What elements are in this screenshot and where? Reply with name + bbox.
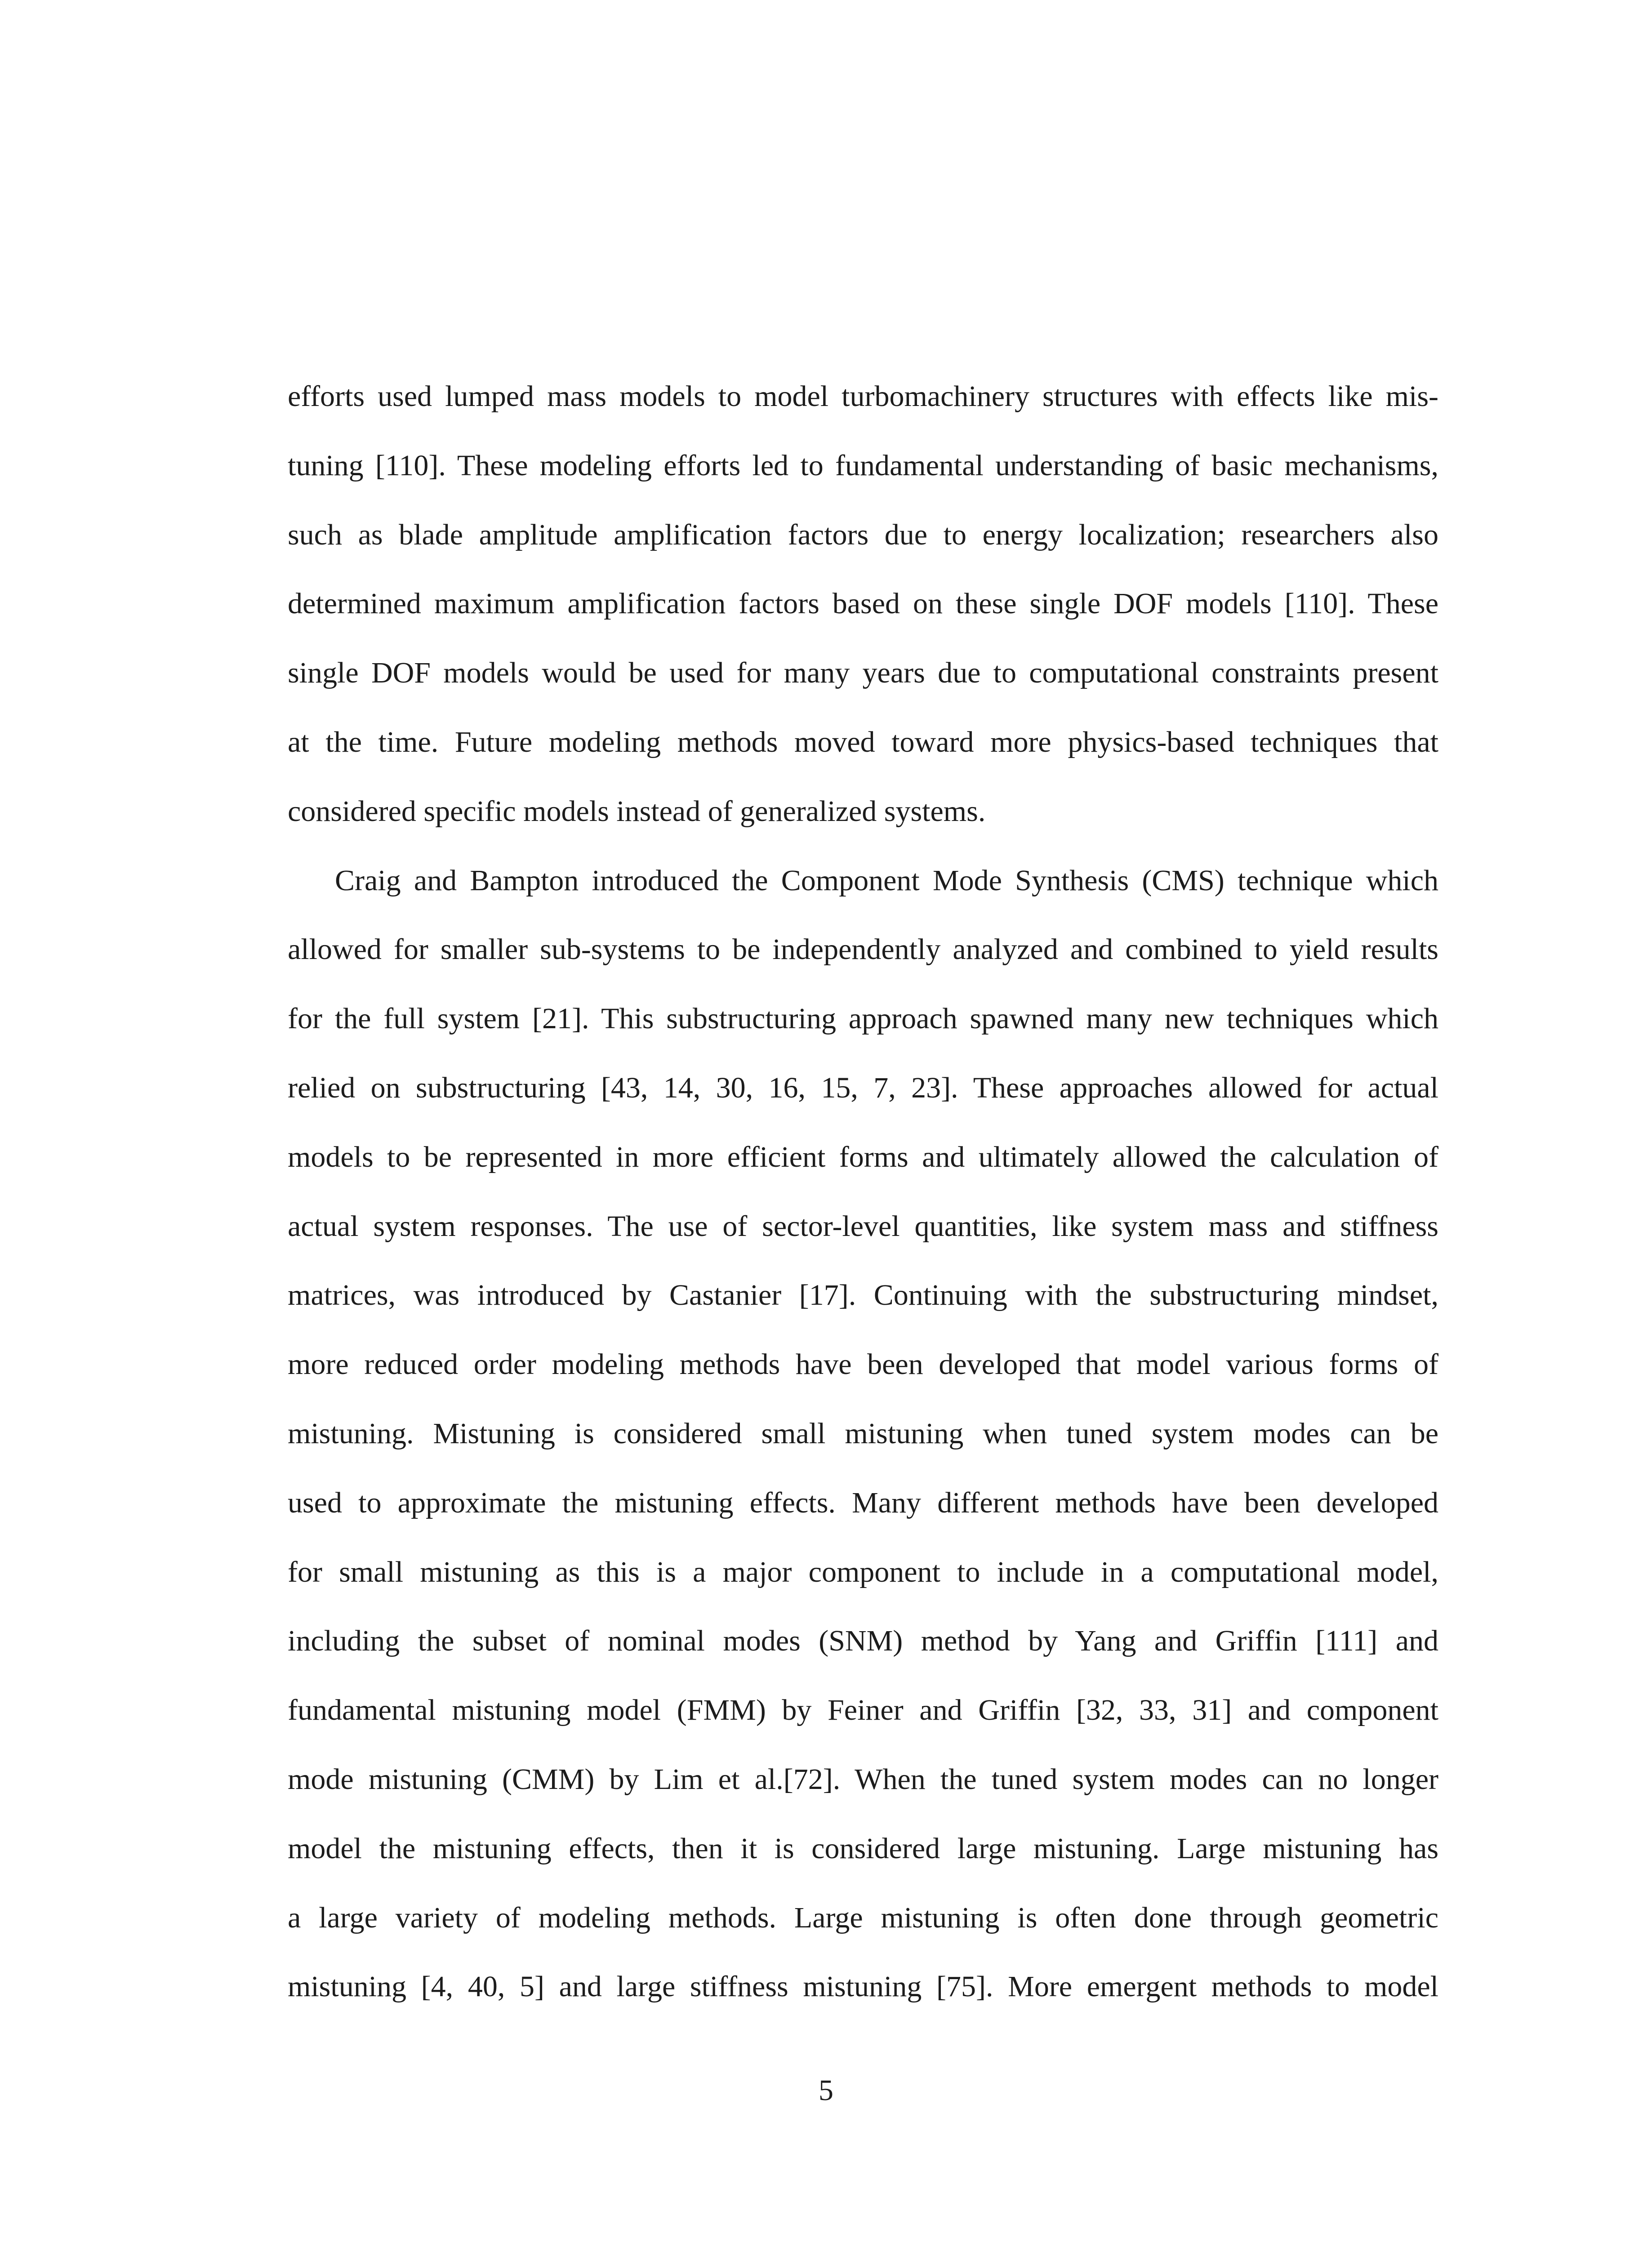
text-line: more reduced order modeling methods have been developed that model various forms of — [288, 1348, 1438, 1381]
text-line: a large variety of modeling methods. Large mistuning is often done through geometric — [288, 1901, 1438, 1934]
text-line: mistuning [4, 40, 5] and large stiffness mistuning [75]. More emergent methods to model — [288, 1970, 1438, 2003]
text-line: allowed for smaller sub-systems to be independently analyzed and combined to yield results — [288, 933, 1438, 966]
text-line: single DOF models would be used for many years due to computational constraints present — [288, 656, 1438, 690]
text-line: Craig and Bampton introduced the Component Mode Synthesis (CMS) technique which — [335, 864, 1438, 897]
page-number: 5 — [819, 2074, 833, 2107]
text-line: for small mistuning as this is a major component to include in a computational model, — [288, 1555, 1438, 1588]
text-line: efforts used lumped mass models to model turbomachinery structures with effects like mis- — [288, 380, 1438, 413]
text-line: mode mistuning (CMM) by Lim et al.[72]. When the tuned system modes can no longer — [288, 1762, 1438, 1796]
text-line: considered specific models instead of generalized systems. — [288, 794, 986, 828]
text-line: mistuning. Mistuning is considered small mistuning when tuned system modes can be — [288, 1417, 1438, 1450]
text-line: used to approximate the mistuning effects. Many different methods have been developed — [288, 1486, 1438, 1519]
body-text — [288, 362, 1438, 2021]
text-line: determined maximum amplification factors based on these single DOF models [110]. These — [288, 587, 1438, 620]
text-line: such as blade amplitude amplification factors due to energy localization; researchers also — [288, 518, 1438, 551]
text-line: for the full system [21]. This substructuring approach spawned many new techniques which — [288, 1002, 1438, 1035]
text-line: including the subset of nominal modes (SNM) method by Yang and Griffin [111] and — [288, 1624, 1438, 1658]
text-line: actual system responses. The use of sector-level quantities, like system mass and stiffness — [288, 1209, 1438, 1243]
text-line: tuning [110]. These modeling efforts led to fundamental understanding of basic mechanisms, — [288, 449, 1438, 482]
text-line: models to be represented in more efficient forms and ultimately allowed the calculation of — [288, 1140, 1438, 1173]
text-line: fundamental mistuning model (FMM) by Feiner and Griffin [32, 33, 31] and component — [288, 1694, 1438, 1727]
text-line: model the mistuning effects, then it is considered large mistuning. Large mistuning has — [288, 1832, 1438, 1865]
text-line: matrices, was introduced by Castanier [17]. Continuing with the substructuring mindset, — [288, 1279, 1438, 1312]
text-line: at the time. Future modeling methods moved toward more physics-based techniques that — [288, 725, 1438, 758]
text-line: relied on substructuring [43, 14, 30, 16, 15, 7, 23]. These approaches allowed for actual — [288, 1071, 1438, 1104]
